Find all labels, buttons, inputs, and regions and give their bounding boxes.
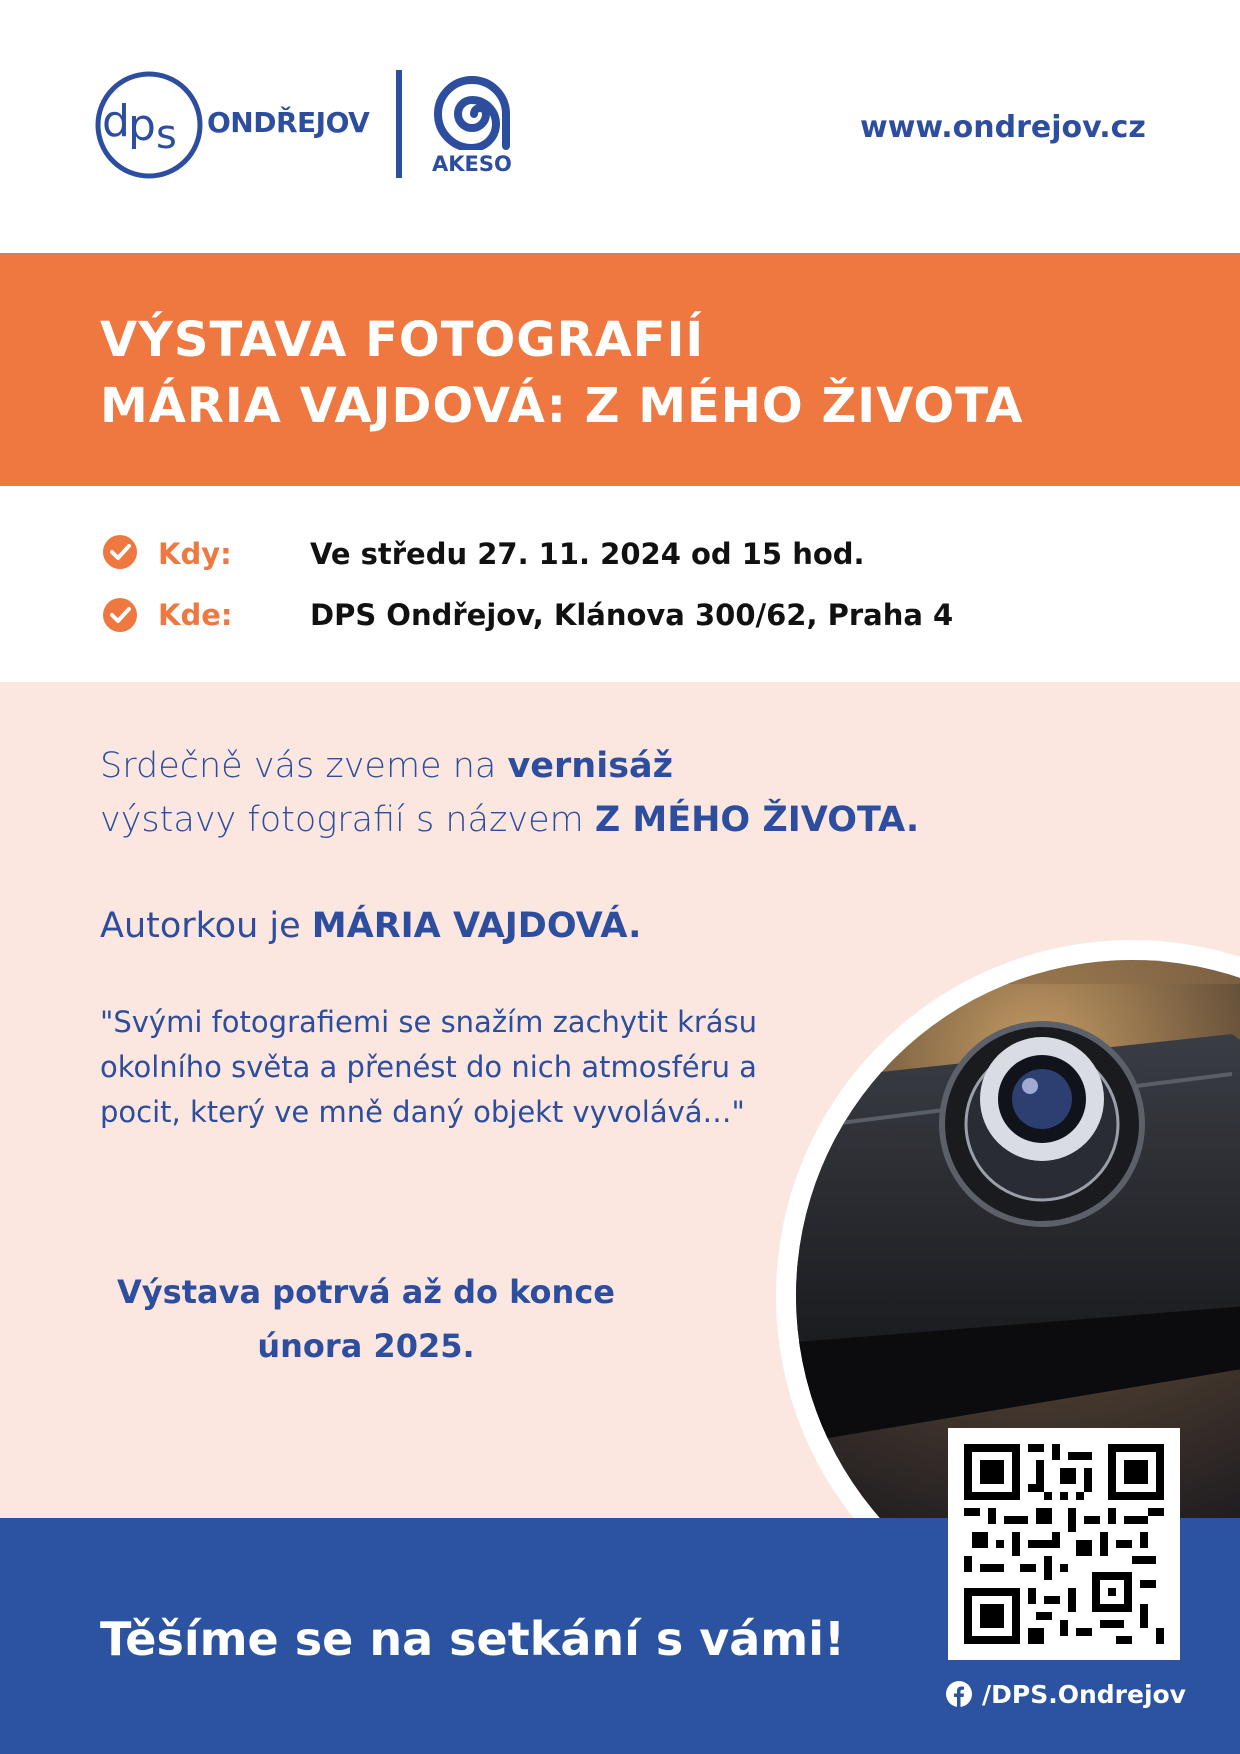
invitation-line-1: Srdečně vás zveme na vernisáž: [100, 746, 674, 786]
duration-line-1: Výstava potrvá až do konce: [117, 1273, 615, 1311]
check-icon: [102, 597, 138, 633]
author-quote: "Svými fotografiemi se snažím zachytit krásu okolního světa a přenést do nich atmosféru a pocit, který ve mně daný objekt vyvolává…": [100, 1005, 758, 1129]
akeso-logo-text: AKESO: [432, 152, 512, 176]
facebook-icon[interactable]: [946, 1681, 972, 1707]
detail-label-when: Kdy:: [158, 537, 232, 571]
detail-label-where: Kde:: [158, 598, 233, 632]
invitation-emphasis-title: Z MÉHO ŽIVOTA.: [594, 800, 920, 840]
detail-value-when: Ve středu 27. 11. 2024 od 15 hod.: [310, 537, 865, 571]
page-title-line-1: VÝSTAVA FOTOGRAFIÍ: [100, 312, 705, 368]
invitation-line-2: výstavy fotografií s názvem Z MÉHO ŽIVOTA.: [100, 800, 920, 840]
author-name: MÁRIA VAJDOVÁ.: [311, 906, 642, 946]
title-band: [0, 253, 1240, 486]
check-icon: [102, 534, 138, 570]
duration-line-2: února 2025.: [257, 1327, 475, 1365]
akeso-spiral-icon: [430, 74, 516, 150]
closing-message: Těšíme se na setkání s vámi!: [100, 1612, 845, 1666]
svg-text:p: p: [128, 100, 156, 151]
invitation-emphasis-vernisaz: vernisáž: [507, 746, 674, 786]
detail-value-where: DPS Ondřejov, Klánova 300/62, Praha 4: [310, 598, 954, 632]
dps-logo-text: ONDŘEJOV: [207, 106, 370, 139]
logo-divider: [396, 70, 402, 178]
dps-logo-icon: [94, 70, 204, 180]
website-link[interactable]: www.ondrejov.cz: [860, 110, 1146, 145]
qr-code[interactable]: [964, 1444, 1164, 1644]
page-title-line-2: MÁRIA VAJDOVÁ: Z MÉHO ŽIVOTA: [100, 378, 1024, 434]
exhibition-duration: [100, 1265, 632, 1373]
author-line: Autorkou je MÁRIA VAJDOVÁ.: [100, 906, 642, 946]
svg-text:s: s: [156, 112, 177, 158]
facebook-handle[interactable]: /DPS.Ondrejov: [982, 1680, 1186, 1709]
svg-text:d: d: [102, 96, 130, 147]
